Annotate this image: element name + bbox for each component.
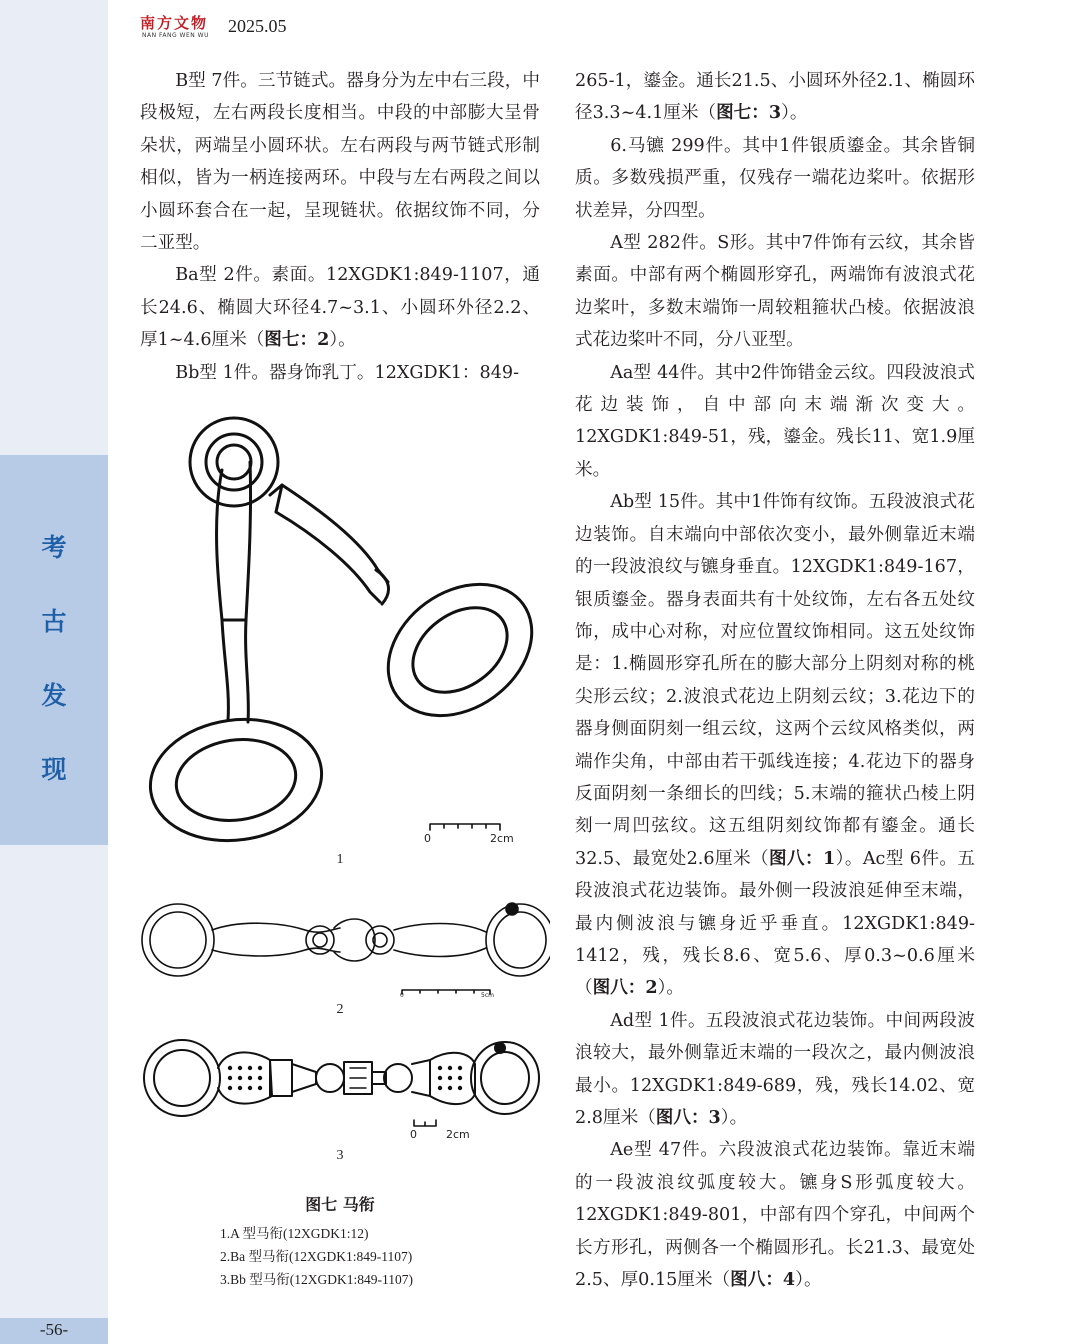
figure-ref: 图八：4: [730, 1269, 796, 1291]
sidebar: [0, 0, 108, 1344]
journal-logo-pinyin: NAN FANG WEN WU: [142, 32, 209, 39]
figure-ref: 图八：3: [655, 1107, 721, 1128]
scale-label-end: 2cm: [446, 1128, 470, 1141]
figure-label: 1: [336, 852, 344, 867]
scale-label-end: 5cm: [481, 992, 494, 999]
scale-bar-1: [430, 824, 500, 830]
paragraph: Bb型 1件。器身饰乳丁。12XGDK1：849-: [175, 362, 520, 383]
figure-ref: 图八：2: [592, 977, 658, 999]
figure-caption-title: 图七 马衔: [305, 1195, 375, 1214]
issue-number: 2025.05: [228, 16, 287, 36]
section-char: 古: [41, 607, 67, 636]
figure-label: 2: [336, 1002, 344, 1017]
caption-item: 1.A 型马衔(12XGDK1:12): [220, 1226, 369, 1241]
paragraph: Ae型 47件。六段波浪式花边装饰。靠近末端的一段波浪纹弧度较大。镳身S形弧度较大。12XGDK1:849-801，中部有四个穿孔，中间两个长方形孔，两侧各一个椭圆形孔。长21.3、最宽处2.5、厚0.15厘米（图八：4）。: [575, 1140, 975, 1291]
figure-ref: 图八：1: [768, 847, 836, 869]
bit-drawing-3: [144, 1040, 539, 1126]
bit-drawing-1: [142, 418, 550, 851]
right-column: [575, 65, 975, 1296]
scale-label-start: 0: [424, 832, 431, 845]
paragraph: Ba型 2件。素面。12XGDK1:849-1107，通长24.6、椭圆大环径4.7~3.1、小圆环外径2.2、厚1~4.6厘米（图七：2）。: [140, 265, 540, 351]
scale-label-start: 0: [410, 1128, 417, 1141]
section-char: 发: [41, 681, 67, 710]
paragraph: Ab型 15件。其中1件饰有纹饰。五段波浪式花边装饰。自末端向中部依次变小，最外侧靠近末端的一段波浪纹与镳身垂直。12XGDK1:849-167，银质鎏金。器身表面共有十处纹饰，左右各五处纹饰，成中心对称，对应位置纹饰相同。这五处纹饰是：1.椭圆形穿孔所在的膨大部分上阴刻对称的桃尖形云纹；2.波浪式花边上阴刻云纹；3.花边下的器身侧面阴刻一组云纹，这两个云纹风格类似，两端作尖角，中部由若干弧线连接；4.花边下的器身反面阴刻一条细长的凹线；5.末端的箍状凸棱上阴刻一周凹弦纹。这五组阴刻纹饰都有鎏金。通长32.5、最宽处2.6厘米（图八：1）。Ac型 6件。五段波浪式花边装饰。最外侧一段波浪延伸至末端，最内侧波浪与镳身近乎垂直。12XGDK1:849-1412，残，残长8.6、宽5.6、厚0.3~0.6厘米（图八：2）。: [575, 492, 976, 999]
paragraph: Ad型 1件。五段波浪式花边装饰。中间两段波浪较大，最外侧靠近末端的一段次之，最内侧波浪最小。12XGDK1:849-689，残，残长14.02、宽2.8厘米（图八：3）。: [575, 1010, 975, 1128]
left-column: [140, 65, 540, 389]
paragraph: B型 7件。三节链式。器身分为左中右三段，中段极短，左右两段长度相当。中段的中部膨大呈骨朵状，两端呈小圆环状。左右两段与两节链式形制相似，皆为一柄连接两环。中段与左右两段之间以小圆环套合在一起，呈现链状。依据纹饰不同，分二亚型。: [140, 71, 540, 254]
scale-label-start: 0: [400, 992, 404, 999]
caption-item: 2.Ba 型马衔(12XGDK1:849-1107): [220, 1249, 413, 1264]
figure-label: 3: [336, 1148, 344, 1163]
bit-drawing-2: [142, 903, 550, 994]
page-number: -56-: [39, 1320, 69, 1339]
caption-item: 3.Bb 型马衔(12XGDK1:849-1107): [220, 1272, 413, 1287]
figure-caption-list: [220, 1222, 413, 1291]
paragraph: Aa型 44件。其中2件饰错金云纹。四段波浪式花边装饰，自中部向末端渐次变大。12XGDK1:849-51，残，鎏金。残长11、宽1.9厘米。: [575, 362, 975, 480]
paragraph: 265-1，鎏金。通长21.5、小圆环外径2.1、椭圆环径3.3~4.1厘米（图七：3）。: [575, 71, 975, 124]
paragraph: 6.马镳 299件。其中1件银质鎏金。其余皆铜质。多数残损严重，仅残存一端花边桨叶。依据形状差异，分四型。: [575, 135, 975, 221]
page-number-box: [0, 1318, 108, 1344]
section-char: 现: [41, 755, 67, 784]
figure-ref: 图七：3: [716, 102, 782, 124]
section-band: [0, 455, 108, 845]
journal-logo: 南方文物: [140, 14, 209, 32]
figure-ref: 图七：2: [264, 329, 330, 351]
figure-horse-bits: [130, 400, 550, 1160]
scale-label-end: 2cm: [490, 832, 514, 845]
section-char: 考: [41, 533, 67, 562]
paragraph: A型 282件。S形。其中7件饰有云纹，其余皆素面。中部有两个椭圆形穿孔，两端饰有波浪式花边桨叶，多数末端饰一周较粗箍状凸棱。依据波浪式花边桨叶不同，分八亚型。: [575, 233, 975, 351]
